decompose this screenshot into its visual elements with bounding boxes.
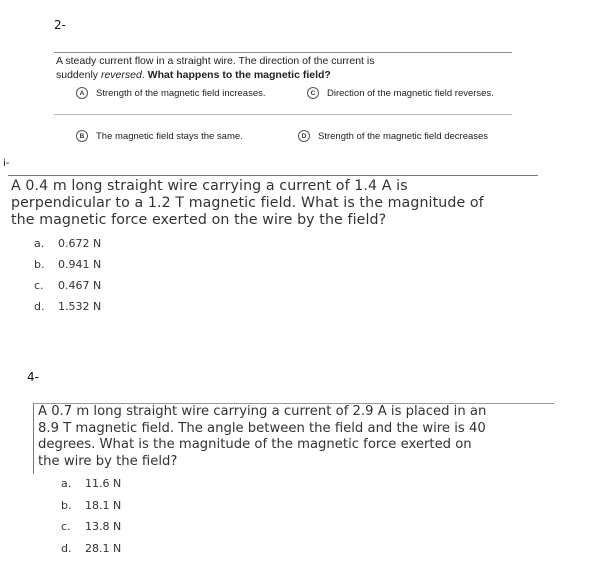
- question-2-option-c[interactable]: [307, 87, 494, 99]
- question-2-option-b[interactable]: [76, 130, 243, 142]
- question-2-line-1: A steady current flow in a straight wire. The direction of the current is: [56, 55, 375, 67]
- question-2-option-d[interactable]: [298, 130, 488, 142]
- question-4-number: 4-: [27, 370, 39, 384]
- option-text: Strength of the magnetic field decreases: [318, 130, 489, 142]
- question-3-option-b[interactable]: b. 0.941 N: [34, 258, 102, 271]
- question-4-option-c[interactable]: c. 13.8 N: [61, 520, 122, 533]
- question-2-text: [56, 54, 374, 82]
- question-3-line: the magnetic force exerted on the wire by the field?: [11, 212, 387, 228]
- option-text: Direction of the magnetic field reverses.: [327, 87, 494, 99]
- question-3-option-a[interactable]: a. 0.672 N: [34, 237, 102, 250]
- option-letter-badge: A: [76, 87, 88, 99]
- option-letter-badge: D: [298, 130, 310, 142]
- question-2-number: 2-: [54, 18, 66, 32]
- question-2-line-2: suddenly reversed. What happens to the magnetic field?: [56, 69, 331, 81]
- question-3-line: A 0.4 m long straight wire carrying a current of 1.4 A is: [11, 178, 408, 194]
- question-4-line: the wire by the field?: [38, 453, 178, 469]
- question-4-option-d[interactable]: d. 28.1 N: [61, 541, 122, 555]
- question-3-option-d[interactable]: d. 1.532 N: [34, 300, 102, 313]
- question-4-line: 8.9 T magnetic field. The angle between the field and the wire is 40: [38, 420, 486, 436]
- option-text: Strength of the magnetic field increases.: [96, 87, 266, 99]
- question-2-option-divider: [54, 114, 512, 115]
- question-3-options: [34, 237, 101, 321]
- question-4-text: [38, 404, 486, 470]
- question-3-top-divider: [8, 175, 538, 176]
- question-3-line: perpendicular to a 1.2 T magnetic field. What is the magnitude of: [11, 195, 484, 211]
- question-2-option-a[interactable]: [76, 87, 266, 99]
- question-4-line: A 0.7 m long straight wire carrying a current of 2.9 A is placed in an: [38, 404, 487, 419]
- question-4-line: degrees. What is the magnitude of the magnetic force exerted on: [38, 437, 472, 452]
- question-3-option-c[interactable]: c. 0.467 N: [34, 279, 102, 292]
- option-letter-badge: B: [76, 130, 88, 142]
- question-3-number: i-: [3, 158, 10, 169]
- option-text: The magnetic field stays the same.: [96, 130, 243, 142]
- option-letter-badge: C: [307, 87, 319, 99]
- question-4-option-b[interactable]: b. 18.1 N: [61, 498, 122, 512]
- question-3-text: [11, 178, 484, 229]
- question-2-top-divider: [54, 52, 512, 53]
- question-4-options: [61, 477, 121, 563]
- question-4-option-a[interactable]: a. 11.6 N: [61, 477, 122, 490]
